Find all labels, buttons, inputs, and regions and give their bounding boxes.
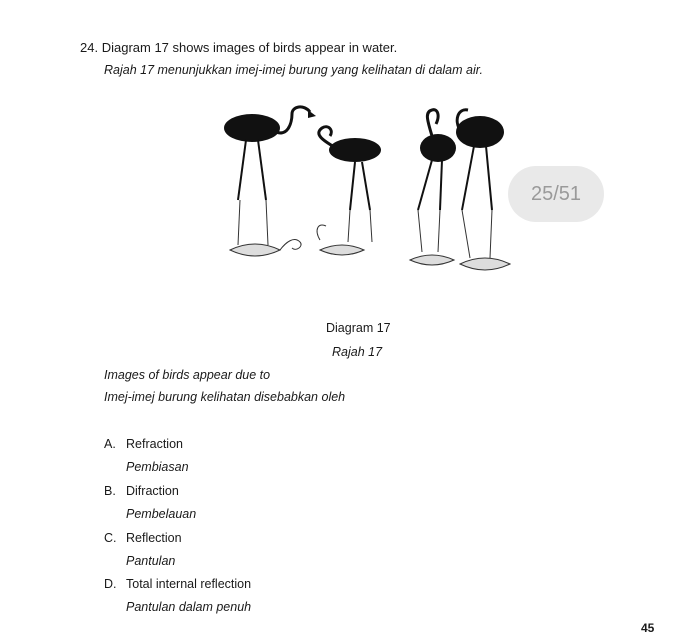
flamingo-4 [456,110,504,210]
option-c[interactable] [104,531,182,545]
question-text-malay: Rajah 17 menunjukkan imej-imej burung yang kelihatan di dalam air. [104,63,483,77]
question-number: 24. [80,40,99,55]
option-a[interactable] [104,437,183,451]
option-b[interactable] [104,484,179,498]
stem-malay: Imej-imej burung kelihatan disebabkan oleh [104,390,346,404]
option-b-text-english: Difraction [126,484,179,498]
figure-caption-malay: Rajah 17 [332,345,383,359]
page-counter-badge: 25/51 [508,166,604,222]
flamingo-1 [224,107,316,200]
option-c-text-english: Reflection [126,531,182,545]
option-a-text-malay: Pembiasan [126,460,189,474]
option-c-text-malay: Pantulan [126,554,176,568]
question-text-english: Diagram 17 shows images of birds appear in water. [101,40,398,55]
option-d[interactable] [104,577,251,591]
option-b-letter: B. [104,484,116,498]
option-d-letter: D. [104,577,117,591]
option-d-text-malay: Pantulan dalam penuh [126,600,252,614]
flamingo-diagram [210,100,520,300]
water-reflections [230,200,510,270]
flamingo-2 [319,127,381,210]
option-d-text-english: Total internal reflection [126,577,252,591]
question-stem-english [80,40,397,55]
option-a-letter: A. [104,437,116,451]
option-c-letter: C. [104,531,117,545]
option-a-text-english: Refraction [126,437,183,451]
page-number: 45 [641,621,655,635]
stem-english: Images of birds appear due to [104,368,271,382]
figure-caption-english: Diagram 17 [326,321,391,335]
flamingo-3 [418,110,456,210]
option-b-text-malay: Pembelauan [126,507,197,521]
